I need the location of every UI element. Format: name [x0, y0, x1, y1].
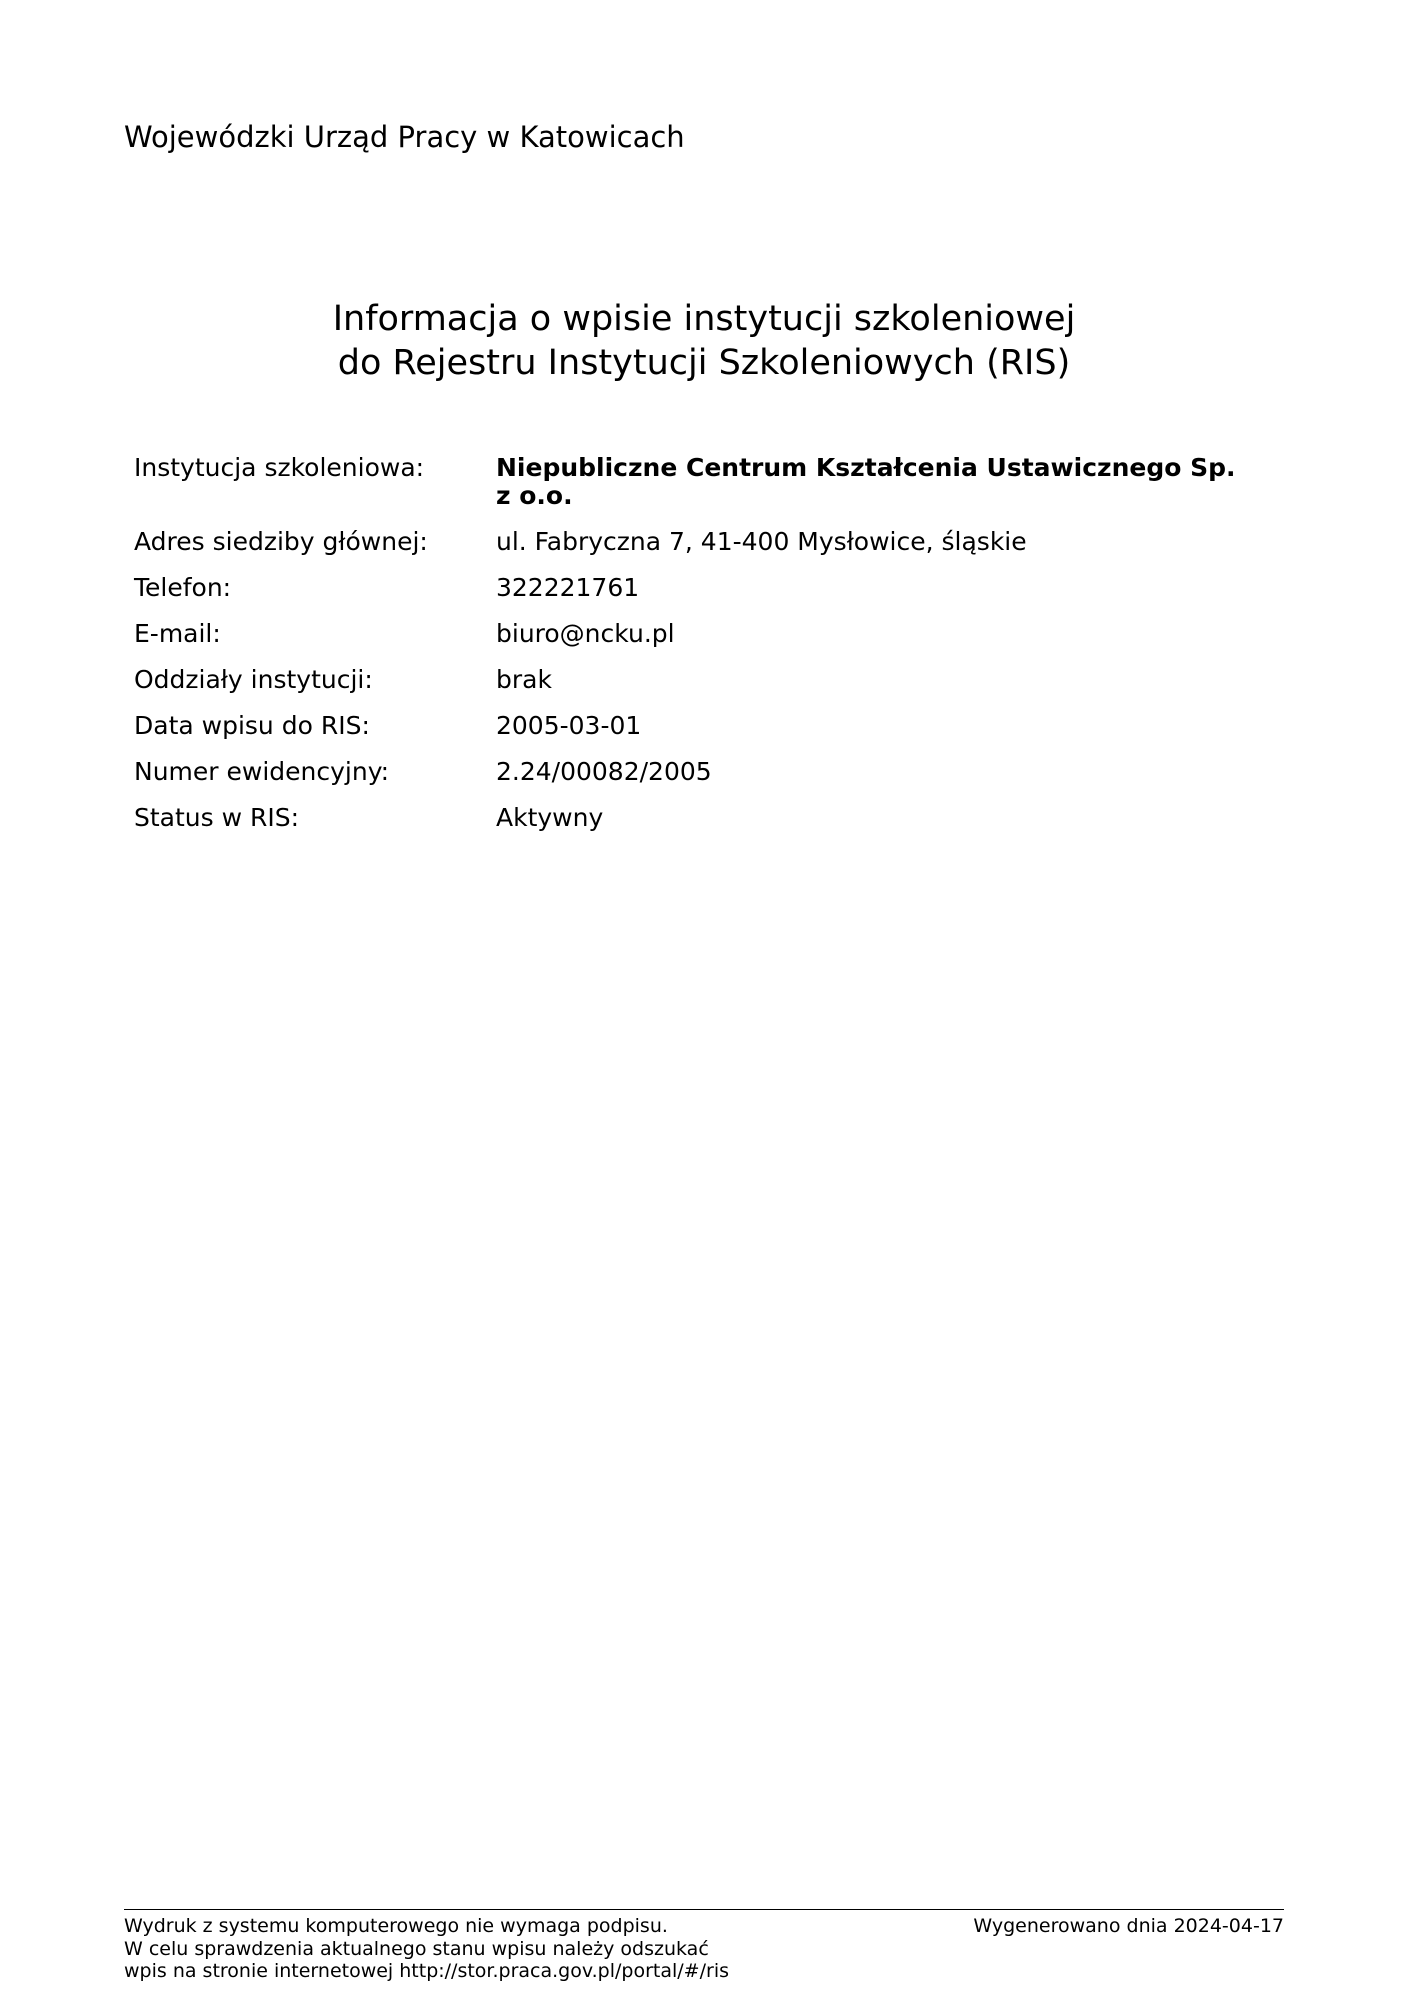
detail-row-email — [134, 620, 1244, 648]
entry-date-value: 2005-03-01 — [496, 711, 642, 740]
footer-note-line-2: W celu sprawdzenia aktualnego stanu wpisu należy odszukać — [124, 1937, 709, 1960]
footer-divider — [124, 1909, 1284, 1910]
office-name: Wojewódzki Urząd Pracy w Katowicach — [124, 120, 685, 154]
detail-row-address — [134, 528, 1244, 556]
detail-row-branches — [134, 666, 1244, 694]
branches-value: brak — [496, 665, 552, 694]
detail-row-status — [134, 804, 1244, 832]
detail-label: Oddziały instytucji: — [134, 665, 373, 694]
institution-details — [134, 454, 1244, 850]
institution-name: Niepubliczne Centrum Kształcenia Ustawicznego Sp. z o.o. — [496, 453, 1236, 510]
registration-number-value: 2.24/00082/2005 — [496, 757, 712, 786]
detail-label: E-mail: — [134, 619, 221, 648]
generated-date: Wygenerowano dnia 2024-04-17 — [973, 1915, 1284, 1937]
document-title-line-2: do Rejestru Instytucji Szkoleniowych (RIS) — [337, 343, 1071, 383]
document-title-line-1: Informacja o wpisie instytucji szkoleniowej — [332, 299, 1076, 339]
email-value: biuro@ncku.pl — [496, 619, 675, 648]
detail-label: Telefon: — [134, 573, 232, 602]
document-title — [124, 297, 1284, 385]
detail-row-registration-number — [134, 758, 1244, 786]
detail-label: Instytucja szkoleniowa: — [134, 453, 425, 482]
detail-row-entry-date — [134, 712, 1244, 740]
address-value: ul. Fabryczna 7, 41-400 Mysłowice, śląskie — [496, 527, 1027, 556]
detail-label: Status w RIS: — [134, 803, 300, 832]
detail-label: Numer ewidencyjny: — [134, 757, 390, 786]
detail-row-institution — [134, 454, 1244, 510]
footer-note — [124, 1915, 729, 1983]
footer-note-line-1: Wydruk z systemu komputerowego nie wymaga podpisu. — [124, 1915, 668, 1937]
phone-value: 322221761 — [496, 573, 640, 602]
detail-row-phone — [134, 574, 1244, 602]
detail-label: Adres siedziby głównej: — [134, 527, 428, 556]
status-value: Aktywny — [496, 803, 604, 832]
footer-note-line-3: wpis na stronie internetowej http://stor.praca.gov.pl/portal/#/ris — [124, 1960, 729, 1982]
detail-label: Data wpisu do RIS: — [134, 711, 370, 740]
